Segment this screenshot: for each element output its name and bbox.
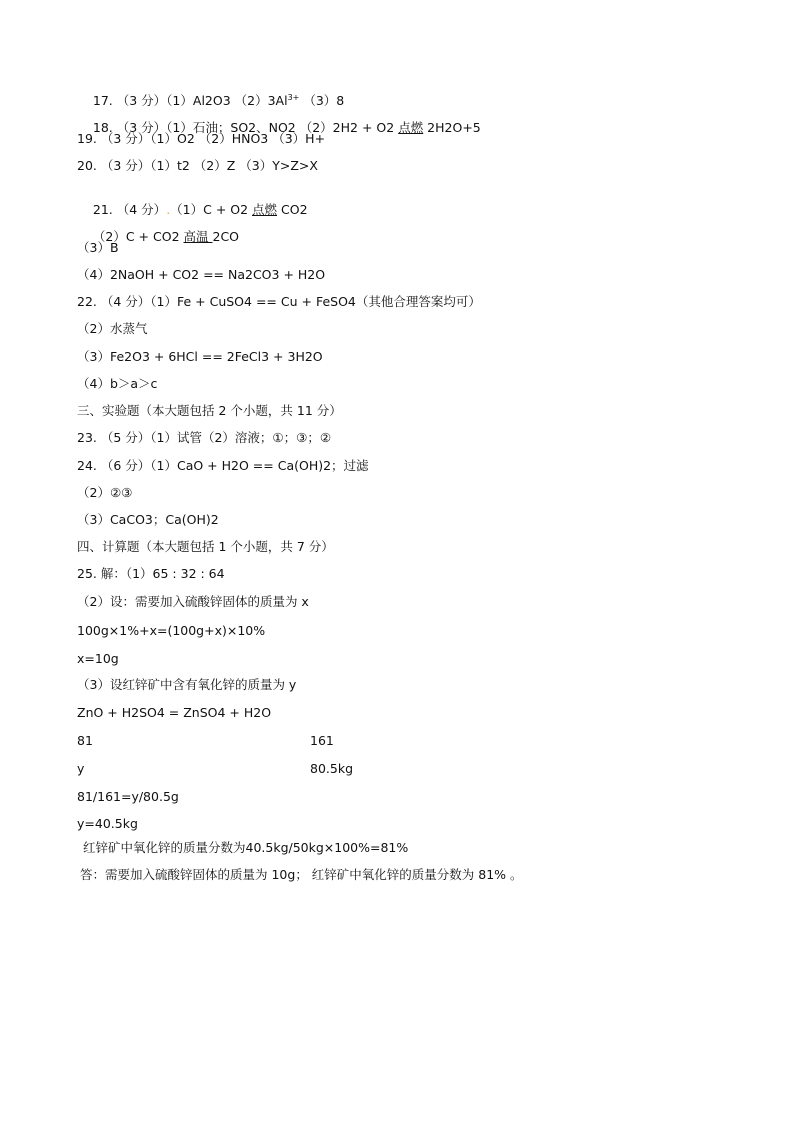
- x-result: x=10g: [77, 651, 119, 666]
- answer-25-3: （3）设红锌矿中含有氧化锌的质量为 y: [77, 677, 297, 692]
- reaction-condition: 点燃: [398, 120, 424, 135]
- answer-17-text: 17. （3 分）（1）Al2O3 （2）3Al: [92, 93, 288, 108]
- answer-23: 23. （5 分）（1）试管（2）溶液；①；③；②: [77, 430, 332, 445]
- answer-22: 22. （4 分）（1）Fe + CuSO4 == Cu + FeSO4（其他合理答案均可）: [77, 294, 481, 309]
- answer-21-tail: CO2: [277, 202, 308, 217]
- answer-24-2: （2）②③: [77, 485, 133, 500]
- answer-19: 19. （3 分）（1）O2 （2）HNO3 （3）H+: [77, 131, 326, 146]
- charge-superscript: 3+: [287, 92, 300, 102]
- molar-mass-zno: 81: [77, 733, 93, 748]
- unknown-y: y: [77, 761, 85, 776]
- answer-21-2-text: （2）C + CO2: [92, 229, 184, 244]
- stray-dot: .: [166, 202, 171, 217]
- equation-1: 100g×1%+x=(100g+x)×10%: [77, 623, 266, 638]
- answer-22-2: （2）水蒸气: [77, 321, 148, 336]
- reaction-condition: 高温: [183, 229, 213, 244]
- final-answer: 答：需要加入硫酸锌固体的质量为 10g； 红锌矿中氧化锌的质量分数为 81% 。: [80, 867, 523, 882]
- reaction-condition: 点燃: [252, 202, 278, 217]
- answer-21-2-tail: 2CO: [212, 229, 240, 244]
- answer-24-3: （3）CaCO3；Ca(OH)2: [77, 512, 219, 527]
- answer-21-mid: （1）C + O2: [170, 202, 253, 217]
- answer-22-3: （3）Fe2O3 + 6HCl == 2FeCl3 + 3H2O: [77, 349, 323, 364]
- answer-21-4: （4）2NaOH + CO2 == Na2CO3 + H2O: [77, 267, 326, 282]
- y-result: y=40.5kg: [77, 816, 138, 831]
- answer-17-tail: （3）8: [299, 93, 345, 108]
- answer-21-text: 21. （4 分）: [92, 202, 167, 217]
- answer-25: 25. 解：（1）65 : 32 : 64: [77, 566, 225, 581]
- molar-mass-znso4: 161: [310, 733, 334, 748]
- answer-18-tail: 2H2O+5: [423, 120, 481, 135]
- proportion: 81/161=y/80.5g: [77, 789, 179, 804]
- answer-20: 20. （3 分）（1）t2 （2）Z （3）Y>Z>X: [77, 158, 318, 173]
- answer-21-3: （3）B: [77, 240, 119, 255]
- answer-18-text: 18. （3 分）（1）石油；SO2、NO2 （2）2H2 + O2: [92, 120, 399, 135]
- known-mass: 80.5kg: [310, 761, 354, 776]
- reaction-equation: ZnO + H2SO4 = ZnSO4 + H2O: [77, 705, 272, 720]
- answer-22-4: （4）b＞a＞c: [77, 376, 158, 391]
- section-4-heading: 四、计算题（本大题包括 1 个小题，共 7 分）: [77, 539, 334, 554]
- section-3-heading: 三、实验题（本大题包括 2 个小题，共 11 分）: [77, 403, 342, 418]
- answer-24: 24. （6 分）（1）CaO + H2O == Ca(OH)2；过滤: [77, 458, 369, 473]
- answer-25-2: （2）设：需要加入硫酸锌固体的质量为 x: [77, 594, 309, 609]
- mass-fraction: 红锌矿中氧化锌的质量分数为40.5kg/50kg×100%=81%: [83, 840, 409, 855]
